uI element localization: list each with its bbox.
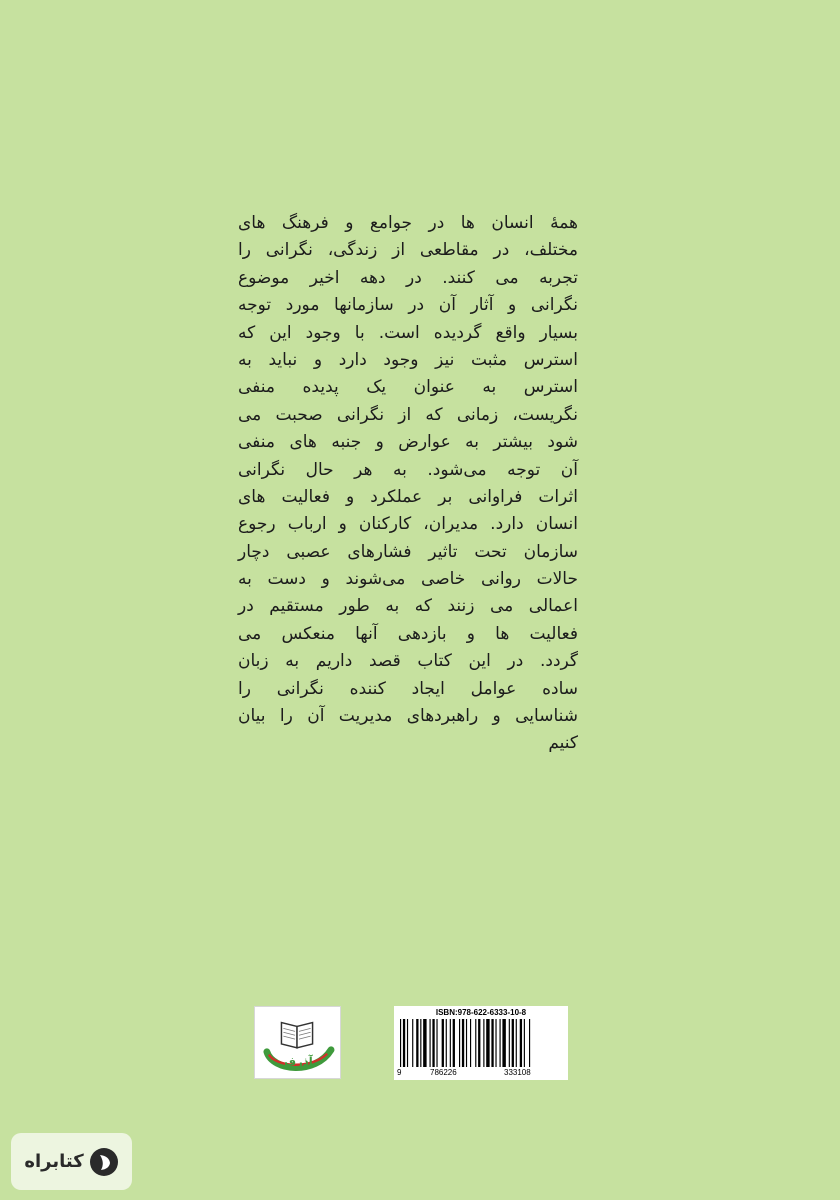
barcode-bar (400, 1019, 401, 1067)
isbn-label: ISBN:978-622-6333-10-8 (435, 1008, 527, 1017)
watermark-text: کتابراه (24, 1151, 84, 1172)
blurb-line: اعمالی می زنند که به طور مستقیم در (238, 596, 578, 617)
blurb-line: مختلف، در مقاطعی از زندگی، نگرانی را (238, 240, 578, 261)
blurb-line: انسان دارد. مدیران، کارکنان و ارباب رجوع (238, 514, 578, 535)
blurb-line: شود بیشتر به عوارض و جنبه های منفی (238, 432, 578, 453)
barcode-digits (394, 1068, 568, 1078)
barcode-bar (491, 1019, 493, 1067)
barcode-bar (403, 1019, 405, 1067)
barcode-bar (466, 1019, 467, 1067)
barcode-graphic (398, 1019, 564, 1067)
ketabrah-logo-icon (89, 1147, 119, 1177)
back-cover-blurb (238, 210, 578, 758)
publisher-logo (254, 1006, 341, 1079)
barcode-bar (520, 1019, 522, 1067)
blurb-line: گردد. در این کتاب قصد داریم به زبان (238, 651, 578, 672)
barcode-bar (423, 1019, 426, 1067)
isbn-barcode (394, 1006, 568, 1080)
barcode-bar (436, 1019, 437, 1067)
barcode-digit-first: 9 (397, 1068, 402, 1077)
open-book-icon (255, 1007, 340, 1078)
barcode-bar (470, 1019, 471, 1067)
blurb-line: نگریست، زمانی که از نگرانی صحبت می (238, 404, 578, 425)
barcode-bar (416, 1019, 418, 1067)
blurb-line: تجربه می کنند. در دهه اخیر موضوع (238, 267, 578, 288)
barcode-digits-right: 333108 (504, 1068, 531, 1077)
barcode-bar (483, 1019, 484, 1067)
blurb-line: بسیار واقع گردیده است. با وجود این که (238, 322, 578, 343)
barcode-bar (478, 1019, 480, 1067)
blurb-line: حالات روانی خاصی می‌شوند و دست به (238, 569, 578, 590)
blurb-line: نگرانی و آثار آن در سازمانها مورد توجه (238, 295, 578, 316)
barcode-bar (453, 1019, 455, 1067)
barcode-bar (502, 1019, 505, 1067)
barcode-bar (512, 1019, 514, 1067)
blurb-line: آن توجه می‌شود. به هر حال نگرانی (238, 459, 578, 480)
barcode-bars (398, 1019, 564, 1067)
barcode-bar (412, 1019, 413, 1067)
blurb-line: اثرات فراوانی بر عملکرد و فعالیت های (238, 486, 578, 507)
barcode-bar (529, 1019, 530, 1067)
blurb-line: همۀ انسان ها در جوامع و فرهنگ های (238, 213, 578, 233)
barcode-bar (486, 1019, 489, 1067)
barcode-bar (450, 1019, 451, 1067)
barcode-digits-left: 786226 (430, 1068, 457, 1077)
barcode-bar (495, 1019, 496, 1067)
barcode-bar (500, 1019, 501, 1067)
barcode-bar (459, 1019, 460, 1067)
ketabrah-watermark (11, 1133, 132, 1190)
blurb-line: شناسایی و راهبردهای مدیریت آن را بیان (238, 706, 578, 727)
blurb-line: استرس مثبت نیز وجود دارد و نباید به (238, 349, 578, 370)
blurb-line: استرس به عنوان یک پدیده منفی (238, 377, 578, 398)
barcode-bar (524, 1019, 525, 1067)
barcode-bar (420, 1019, 421, 1067)
barcode-bar (475, 1019, 476, 1067)
barcode-bar (462, 1019, 464, 1067)
blurb-line: فعالیت ها و بازدهی آنها منعکس می (238, 623, 578, 644)
barcode-bar (442, 1019, 444, 1067)
barcode-bar (446, 1019, 447, 1067)
blurb-line: سازمان تحت تاثیر فشارهای عصبی دچار (238, 541, 578, 562)
barcode-bar (407, 1019, 408, 1067)
barcode-bar (430, 1019, 431, 1067)
blurb-line: ساده عوامل ایجاد کننده نگرانی را (238, 678, 578, 699)
barcode-bar (509, 1019, 510, 1067)
barcode-bar (432, 1019, 434, 1067)
publisher-logo-text: آذرفر (281, 1054, 313, 1069)
barcode-bar (516, 1019, 517, 1067)
blurb-line: کنیم (548, 733, 578, 754)
